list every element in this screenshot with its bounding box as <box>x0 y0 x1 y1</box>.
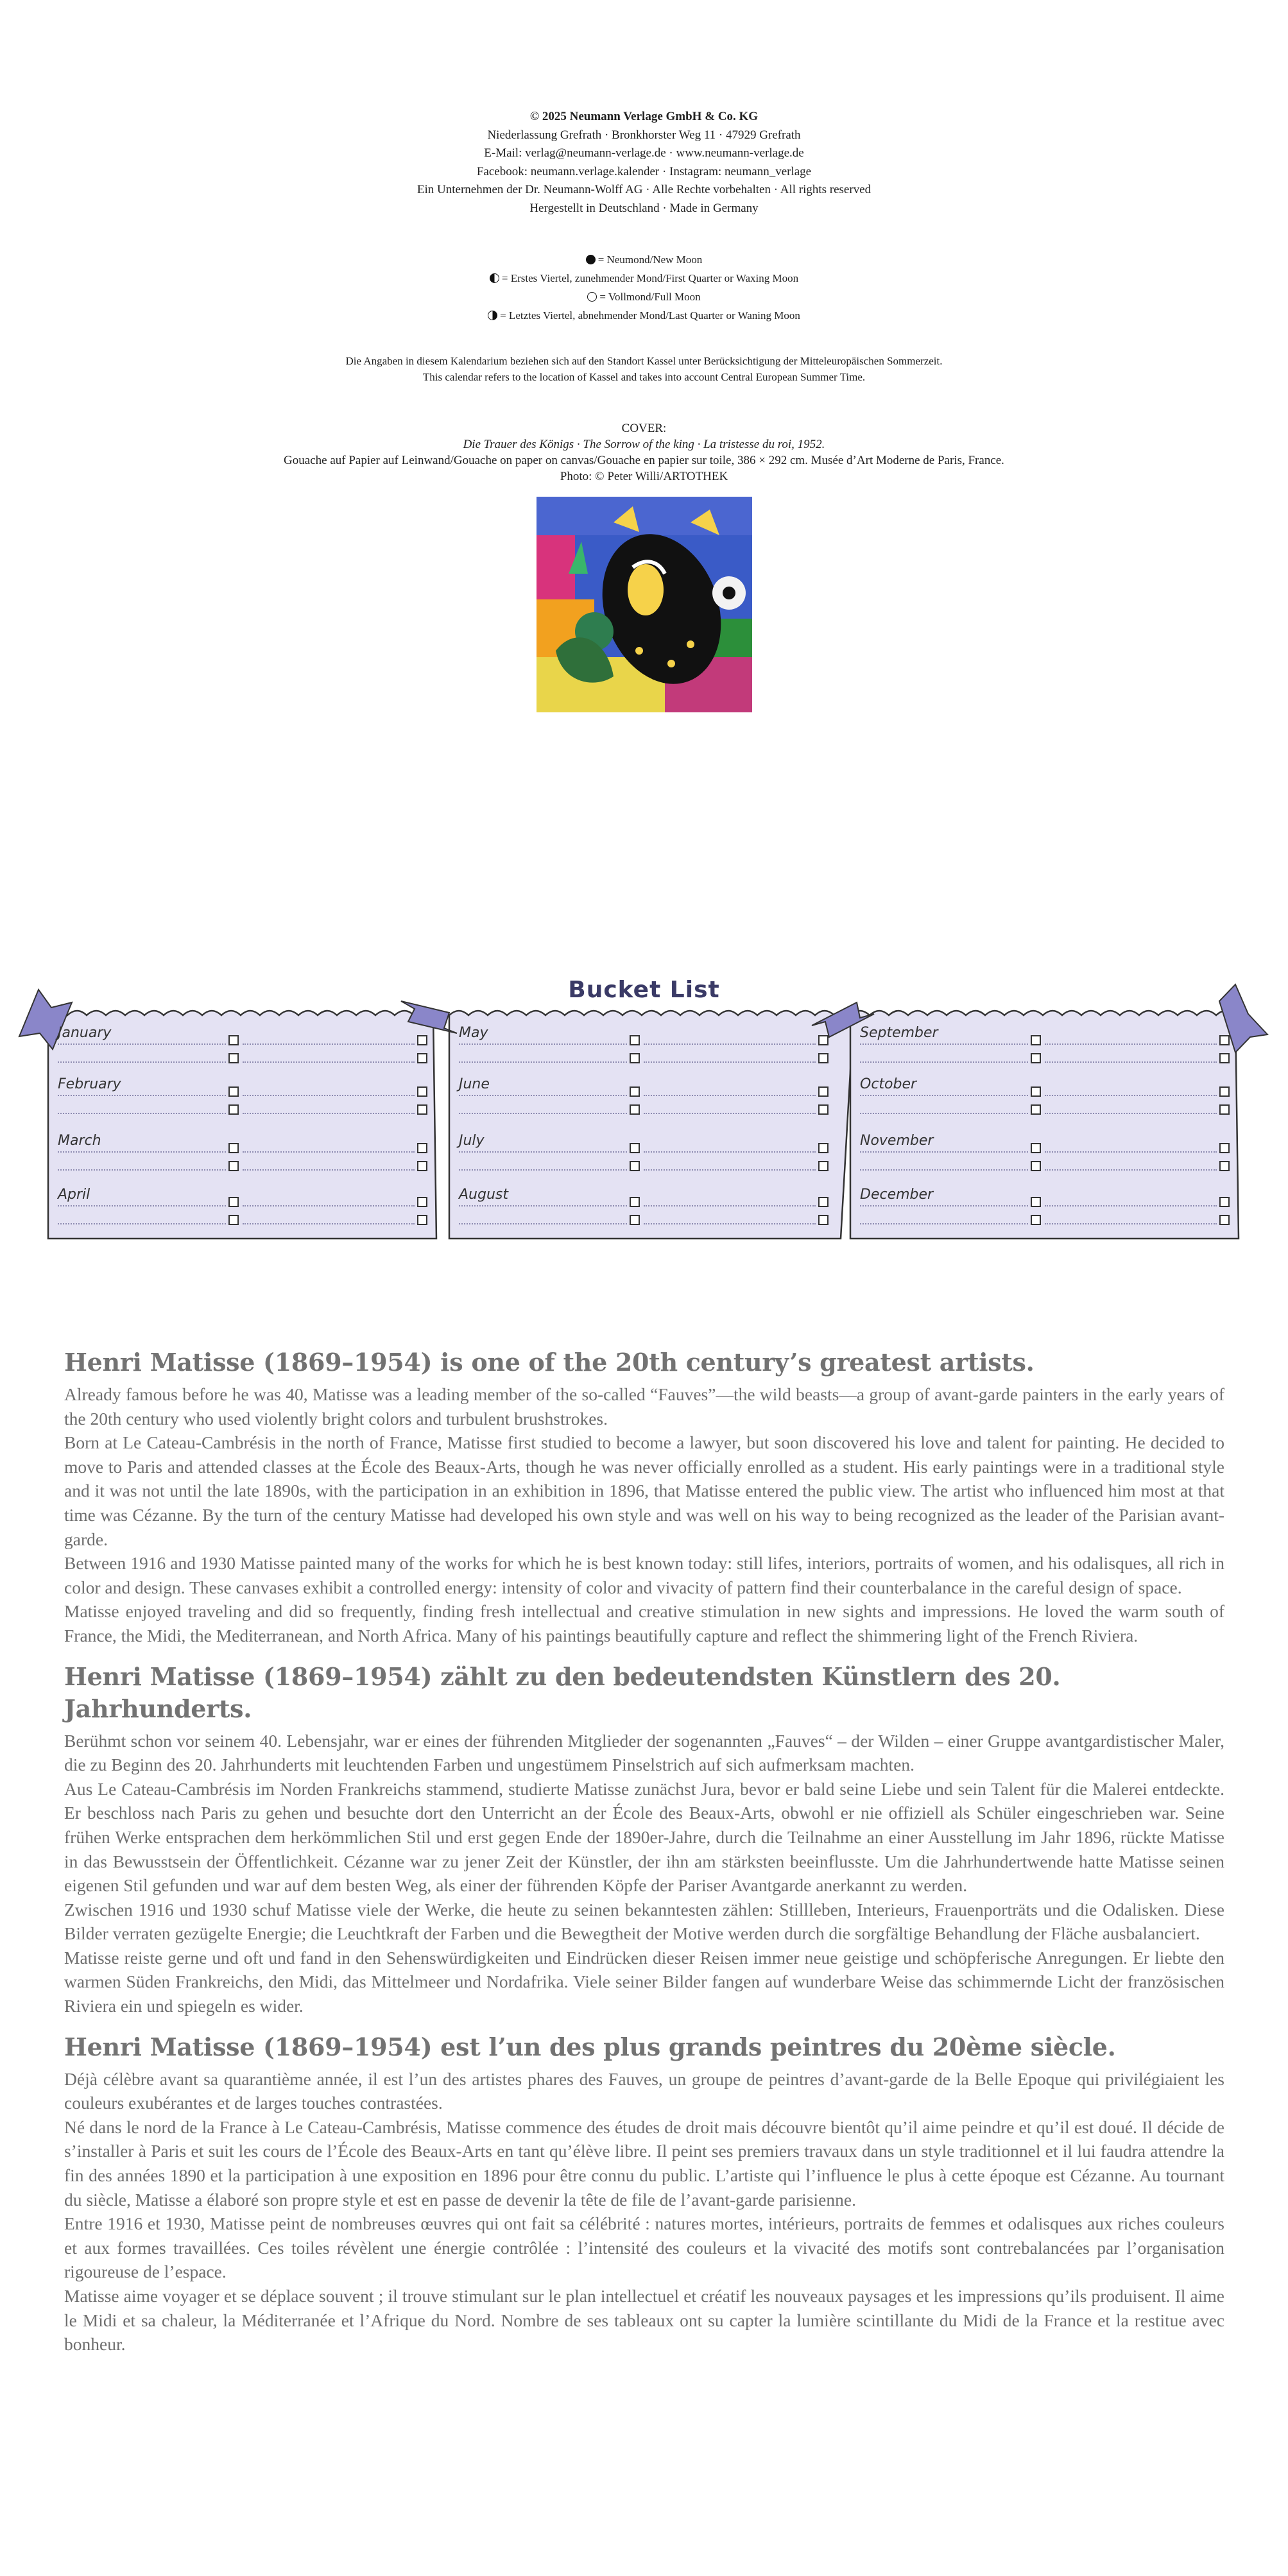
month-label: October <box>860 1076 917 1092</box>
essay-heading: Henri Matisse (1869–1954) est l’un des plus grands peintres du 20ème siècle. <box>64 2032 1116 2061</box>
checkbox[interactable] <box>228 1161 239 1171</box>
entry-line <box>860 1061 1028 1063</box>
checkbox[interactable] <box>818 1215 829 1225</box>
legend-row <box>0 269 1288 288</box>
made-in-line: Hergestellt in Deutschland · Made in Germany <box>529 201 759 215</box>
entry-line <box>58 1095 226 1096</box>
checkbox[interactable] <box>1031 1035 1041 1045</box>
entry-line <box>1045 1061 1217 1063</box>
checkbox[interactable] <box>1219 1215 1230 1225</box>
entry-line <box>459 1043 627 1045</box>
cover-medium: Gouache auf Papier auf Leinwand/Gouache on paper on canvas/Gouache en papier sur toile, 386 × 292 cm. Musée d’Art Moderne de Paris, France. <box>284 454 1004 467</box>
moon-legend <box>0 250 1288 325</box>
entry-line <box>644 1061 816 1063</box>
checkbox[interactable] <box>1031 1161 1041 1171</box>
entry-line <box>58 1061 226 1063</box>
bucket-panel-3 <box>852 1017 1237 1239</box>
checkbox[interactable] <box>1031 1215 1041 1225</box>
bucket-panel-1 <box>50 1017 435 1239</box>
checkbox[interactable] <box>630 1053 640 1063</box>
legend-text: = Neumond/New Moon <box>597 253 703 266</box>
essay-paragraph: Matisse enjoyed traveling and did so frequently, finding fresh intellectual and creative stimulation in new sights and impressions. He loved the warm south of France, the Midi, the Mediterranean, and North Africa. Many of his paintings beautifully capture and reflect the shimmering light of the French Riviera. <box>64 1601 1224 1645</box>
entry-line <box>1045 1223 1217 1224</box>
checkbox[interactable] <box>1031 1053 1041 1063</box>
essay-paragraph: Born at Le Cateau-Cambrésis in the north of France, Matisse first studied to become a lawyer, but soon discovered his love and talent for painting. He decided to move to Paris and attended classes at the École des Beaux-Arts, though he was never officially enrolled as a student. His early paintings were in a traditional style and it was not until the late 1890s, with the participation in an exhibition in 1896, that Matisse entered the public view. The artist who influenced him most at that time was Cézanne. By the turn of the century Matisse had developed his own style and was well on his way to being recognized as the leader of the Parisian avant-garde. <box>64 1432 1224 1549</box>
legend-row <box>0 288 1288 306</box>
essay-german <box>64 1661 1224 2018</box>
entry-line <box>1045 1043 1217 1045</box>
new-moon-icon <box>586 255 596 264</box>
entry-line <box>1045 1169 1217 1171</box>
legend-row <box>0 306 1288 325</box>
checkbox[interactable] <box>417 1053 427 1063</box>
essay-paragraph: Between 1916 and 1930 Matisse painted many of the works for which he is best known today: still lifes, interiors, portraits of women, and his odalisques, all rich in color and design. These canvases exhibit a controlled energy: intensity of color and vivacity of pattern find their counterbalance in the careful design of space. <box>64 1553 1224 1597</box>
social-line: Facebook: neumann.verlage.kalender · Instagram: neumann_verlage <box>476 164 812 178</box>
bucket-list-title: Bucket List <box>568 977 720 1003</box>
entry-line <box>58 1151 226 1153</box>
checkbox[interactable] <box>1031 1197 1041 1207</box>
essay-heading: Henri Matisse (1869–1954) zählt zu den bedeutendsten Künstlern des 20. Jahrhunderts. <box>64 1662 1061 1723</box>
checkbox[interactable] <box>1219 1104 1230 1115</box>
essay-french <box>64 2031 1224 2357</box>
entry-line <box>459 1095 627 1096</box>
entry-line <box>644 1043 816 1045</box>
legend-text: = Letztes Viertel, abnehmender Mond/Last Quarter or Waning Moon <box>500 309 800 322</box>
cover-title: Die Trauer des Königs · The Sorrow of the king · La tristesse du roi, 1952. <box>463 438 825 451</box>
checkbox[interactable] <box>630 1161 640 1171</box>
entry-line <box>860 1043 1028 1045</box>
entry-line <box>1045 1113 1217 1114</box>
entry-line <box>243 1151 415 1153</box>
bucket-panel-2 <box>451 1017 839 1239</box>
essay-paragraph: Berühmt schon vor seinem 40. Lebensjahr, war er eines der führenden Mitglieder der sogenannten „Fauves“ – der Wilden – einer Gruppe avantgardistischer Maler, die zu Beginn des 20. Jahrhunderts mit leuchtenden Farben und ungestümem Pinselstrich auf sich aufmerksam machten. <box>64 1730 1224 1775</box>
checkbox[interactable] <box>818 1053 829 1063</box>
entry-line <box>243 1043 415 1045</box>
checkbox[interactable] <box>630 1035 640 1045</box>
checkbox[interactable] <box>1219 1035 1230 1045</box>
checkbox[interactable] <box>818 1086 829 1097</box>
essay-paragraph: Entre 1916 et 1930, Matisse peint de nombreuses œuvres qui ont fait sa célébrité : natures mortes, intérieurs, portraits de femmes et odalisques aux riches couleurs et aux formes travaillées. Ces toiles révèlent une énergie contrôlée : l’intensité des couleurs et la vivacité des motifs sont contrebalancées par l’organisation rigoureuse de l’espace. <box>64 2213 1224 2282</box>
month-block-may <box>451 1017 839 1069</box>
essay-paragraph: Né dans le nord de la France à Le Cateau-Cambrésis, Matisse commence des études de droit mais découvre bientôt qu’il aime peindre et qu’il est doué. Il décide de s’installer à Paris et suit les cours de l’École des Beaux-Arts en tant qu’élève libre. Il peint ses premiers travaux dans un style traditionnel et il lui faudra attendre la fin des années 1890 et la participation à une exposition en 1896 pour être connu du public. L’artiste qui l’influence le plus à cette époque est Cézanne. Au tournant du siècle, Matisse a élaboré son propre style et est en passe de devenir la tête de file de l’avant-garde parisienne. <box>64 2117 1224 2210</box>
month-label: April <box>58 1187 90 1203</box>
essay-paragraph: Matisse reiste gerne und oft und fand in den Sehenswürdigkeiten und Eindrücken dieser Reisen immer neue geistige und schöpferische Anregungen. Er liebte den warmen Süden Frankreichs, den Midi, das Mittelmeer und Nordafrika. Viele seiner Bilder fangen auf wunderbare Weise das schimmernde Licht der französischen Riviera ein und spiegeln es wider. <box>64 1947 1224 2016</box>
checkbox[interactable] <box>1219 1143 1230 1153</box>
checkbox[interactable] <box>818 1197 829 1207</box>
entry-line <box>58 1113 226 1114</box>
entry-line <box>459 1223 627 1224</box>
month-block-january <box>50 1017 435 1069</box>
essay-paragraph: Already famous before he was 40, Matisse was a leading member of the so-called “Fauves”—the wild beasts—a group of avant-garde painters in the early years of the 20th century who used violently bright colors and turbulent brushstrokes. <box>64 1384 1224 1429</box>
cover-heading: COVER: <box>621 422 667 435</box>
checkbox[interactable] <box>417 1086 427 1097</box>
essay-paragraph: Aus Le Cateau-Cambrésis im Norden Frankreichs stammend, studierte Matisse zunächst Jura, bevor er bald seine Liebe und sein Talent für die Malerei entdeckte. Er beschloss nach Paris zu gehen und besuchte dort den Unterricht an der École des Beaux-Arts, obwohl er nie offiziell als Schüler eingeschrieben war. Seine frühen Werke entsprachen dem herkömmlichen Stil und erst gegen Ende der 1890er-Jahre, durch die Teilnahme an einer Ausstellung im Jahr 1896, rückte Matisse in das Bewusstsein der Öffentlichkeit. Cézanne war zu jener Zeit der Künstler, der ihn am stärksten beeinflusste. Um die Jahrhundertwende hatte Matisse seinen eigenen Stil gefunden und war auf dem besten Weg, als einer der führenden Köpfe der Pariser Avantgarde anerkannt zu werden. <box>64 1778 1224 1896</box>
checkbox[interactable] <box>228 1035 239 1045</box>
entry-line <box>243 1169 415 1171</box>
entry-line <box>644 1205 816 1206</box>
entry-line <box>860 1205 1028 1206</box>
checkbox[interactable] <box>228 1197 239 1207</box>
entry-line <box>860 1223 1028 1224</box>
essay-english <box>64 1346 1224 1648</box>
checkbox[interactable] <box>228 1104 239 1115</box>
entry-line <box>644 1095 816 1096</box>
cover-photo-credit: Photo: © Peter Willi/ARTOTHEK <box>560 470 728 483</box>
month-block-august <box>451 1179 839 1230</box>
entry-line <box>644 1169 816 1171</box>
checkbox[interactable] <box>417 1104 427 1115</box>
entry-line <box>644 1113 816 1114</box>
checkbox[interactable] <box>228 1143 239 1153</box>
month-label: November <box>860 1133 934 1149</box>
month-block-february <box>50 1069 435 1120</box>
entry-line <box>243 1223 415 1224</box>
entry-line <box>459 1151 627 1153</box>
checkbox[interactable] <box>417 1035 427 1045</box>
location-note-de: Die Angaben in diesem Kalendarium beziehen sich auf den Standort Kassel unter Berücksichtigung der Mitteleuropäischen Sommerzeit. <box>345 355 943 367</box>
entry-line <box>860 1151 1028 1153</box>
entry-line <box>644 1151 816 1153</box>
checkbox[interactable] <box>228 1086 239 1097</box>
checkbox[interactable] <box>630 1143 640 1153</box>
month-label: July <box>459 1133 485 1149</box>
entry-line <box>860 1095 1028 1096</box>
entry-line <box>459 1061 627 1063</box>
entry-line <box>459 1169 627 1171</box>
month-block-march <box>50 1125 435 1176</box>
entry-line <box>459 1113 627 1114</box>
address-line: Niederlassung Grefrath · Bronkhorster Weg 11 · 47929 Grefrath <box>487 128 801 142</box>
entry-line <box>58 1169 226 1171</box>
checkbox[interactable] <box>417 1197 427 1207</box>
month-block-november <box>852 1125 1237 1176</box>
essay-paragraph: Matisse aime voyager et se déplace souvent ; il trouve stimulant sur le plan intellectuel et créatif les nouveaux paysages et les impressions qu’ils produisent. Il aime le Midi et sa chaleur, la Méditerranée et l’Afrique du Nord. Nombre de ses tableaux ont su capter la lumière scintillante du Midi de la France et la restitue avec bonheur. <box>64 2286 1224 2355</box>
entry-line <box>243 1113 415 1114</box>
checkbox[interactable] <box>228 1215 239 1225</box>
checkbox[interactable] <box>1031 1143 1041 1153</box>
checkbox[interactable] <box>818 1035 829 1045</box>
entry-line <box>243 1205 415 1206</box>
checkbox[interactable] <box>630 1104 640 1115</box>
checkbox[interactable] <box>417 1215 427 1225</box>
full-moon-icon <box>587 292 597 302</box>
checkbox[interactable] <box>630 1215 640 1225</box>
checkbox[interactable] <box>1031 1104 1041 1115</box>
month-block-july <box>451 1125 839 1176</box>
entry-line <box>1045 1151 1217 1153</box>
entry-line <box>243 1095 415 1096</box>
checkbox[interactable] <box>417 1161 427 1171</box>
first-quarter-moon-icon <box>490 273 499 283</box>
entry-line <box>860 1169 1028 1171</box>
entry-line <box>243 1061 415 1063</box>
checkbox[interactable] <box>1219 1086 1230 1097</box>
checkbox[interactable] <box>818 1104 829 1115</box>
checkbox[interactable] <box>630 1086 640 1097</box>
entry-line <box>58 1205 226 1206</box>
month-block-june <box>451 1069 839 1120</box>
legend-row <box>0 250 1288 269</box>
last-quarter-moon-icon <box>488 311 497 320</box>
imprint-block <box>0 108 1288 218</box>
month-label: May <box>459 1025 488 1041</box>
checkbox[interactable] <box>1219 1161 1230 1171</box>
email-line: E-Mail: verlag@neumann-verlage.de · www.neumann-verlage.de <box>484 146 804 160</box>
month-label: June <box>459 1076 490 1092</box>
month-label: September <box>860 1025 938 1041</box>
essay-paragraph: Déjà célèbre avant sa quarantième année, il est l’un des artistes phares des Fauves, un groupe de peintres d’avant-garde de la Belle Epoque qui privilégiaient les couleurs exubérantes et de larges touches contrastées. <box>64 2068 1224 2113</box>
cover-painting-thumbnail <box>537 497 752 712</box>
checkbox[interactable] <box>417 1143 427 1153</box>
entry-line <box>1045 1205 1217 1206</box>
month-label: December <box>860 1187 934 1203</box>
month-block-april <box>50 1179 435 1230</box>
cover-credits <box>0 420 1288 485</box>
month-label: March <box>58 1133 101 1149</box>
legend-text: = Vollmond/Full Moon <box>599 291 701 303</box>
entry-line <box>58 1223 226 1224</box>
checkbox[interactable] <box>818 1143 829 1153</box>
month-label: January <box>58 1025 112 1041</box>
essay-heading: Henri Matisse (1869–1954) is one of the 20th century’s greatest artists. <box>64 1348 1035 1377</box>
entry-line <box>644 1223 816 1224</box>
entry-line <box>1045 1095 1217 1096</box>
month-block-october <box>852 1069 1237 1120</box>
month-block-december <box>852 1179 1237 1230</box>
month-label: August <box>459 1187 508 1203</box>
month-label: February <box>58 1076 121 1092</box>
entry-line <box>58 1043 226 1045</box>
checkbox[interactable] <box>1219 1197 1230 1207</box>
biography-essays <box>64 1346 1224 2369</box>
entry-line <box>860 1113 1028 1114</box>
checkbox[interactable] <box>630 1197 640 1207</box>
essay-paragraph: Zwischen 1916 und 1930 schuf Matisse viele der Werke, die heute zu seinen bekanntesten zählen: Stillleben, Interieurs, Frauenporträts und die Odalisken. Diese Bilder verraten gezügelte Energie; die Leuchtkraft der Farben und die Bewegtheit der Motive werden durch die sorgfältige Behandlung der Fläche ausbalanciert. <box>64 1899 1224 1944</box>
checkbox[interactable] <box>1219 1053 1230 1063</box>
checkbox[interactable] <box>818 1161 829 1171</box>
location-note <box>0 353 1288 385</box>
company-line: Ein Unternehmen der Dr. Neumann-Wolff AG · Alle Rechte vorbehalten · All rights reserved <box>416 183 872 196</box>
copyright-line: © 2025 Neumann Verlage GmbH & Co. KG <box>529 110 759 123</box>
legend-text: = Erstes Viertel, zunehmender Mond/First Quarter or Waxing Moon <box>501 272 799 284</box>
location-note-en: This calendar refers to the location of Kassel and takes into account Central European Summer Time. <box>422 371 866 383</box>
entry-line <box>459 1205 627 1206</box>
checkbox[interactable] <box>228 1053 239 1063</box>
checkbox[interactable] <box>1031 1086 1041 1097</box>
month-block-september <box>852 1017 1237 1069</box>
